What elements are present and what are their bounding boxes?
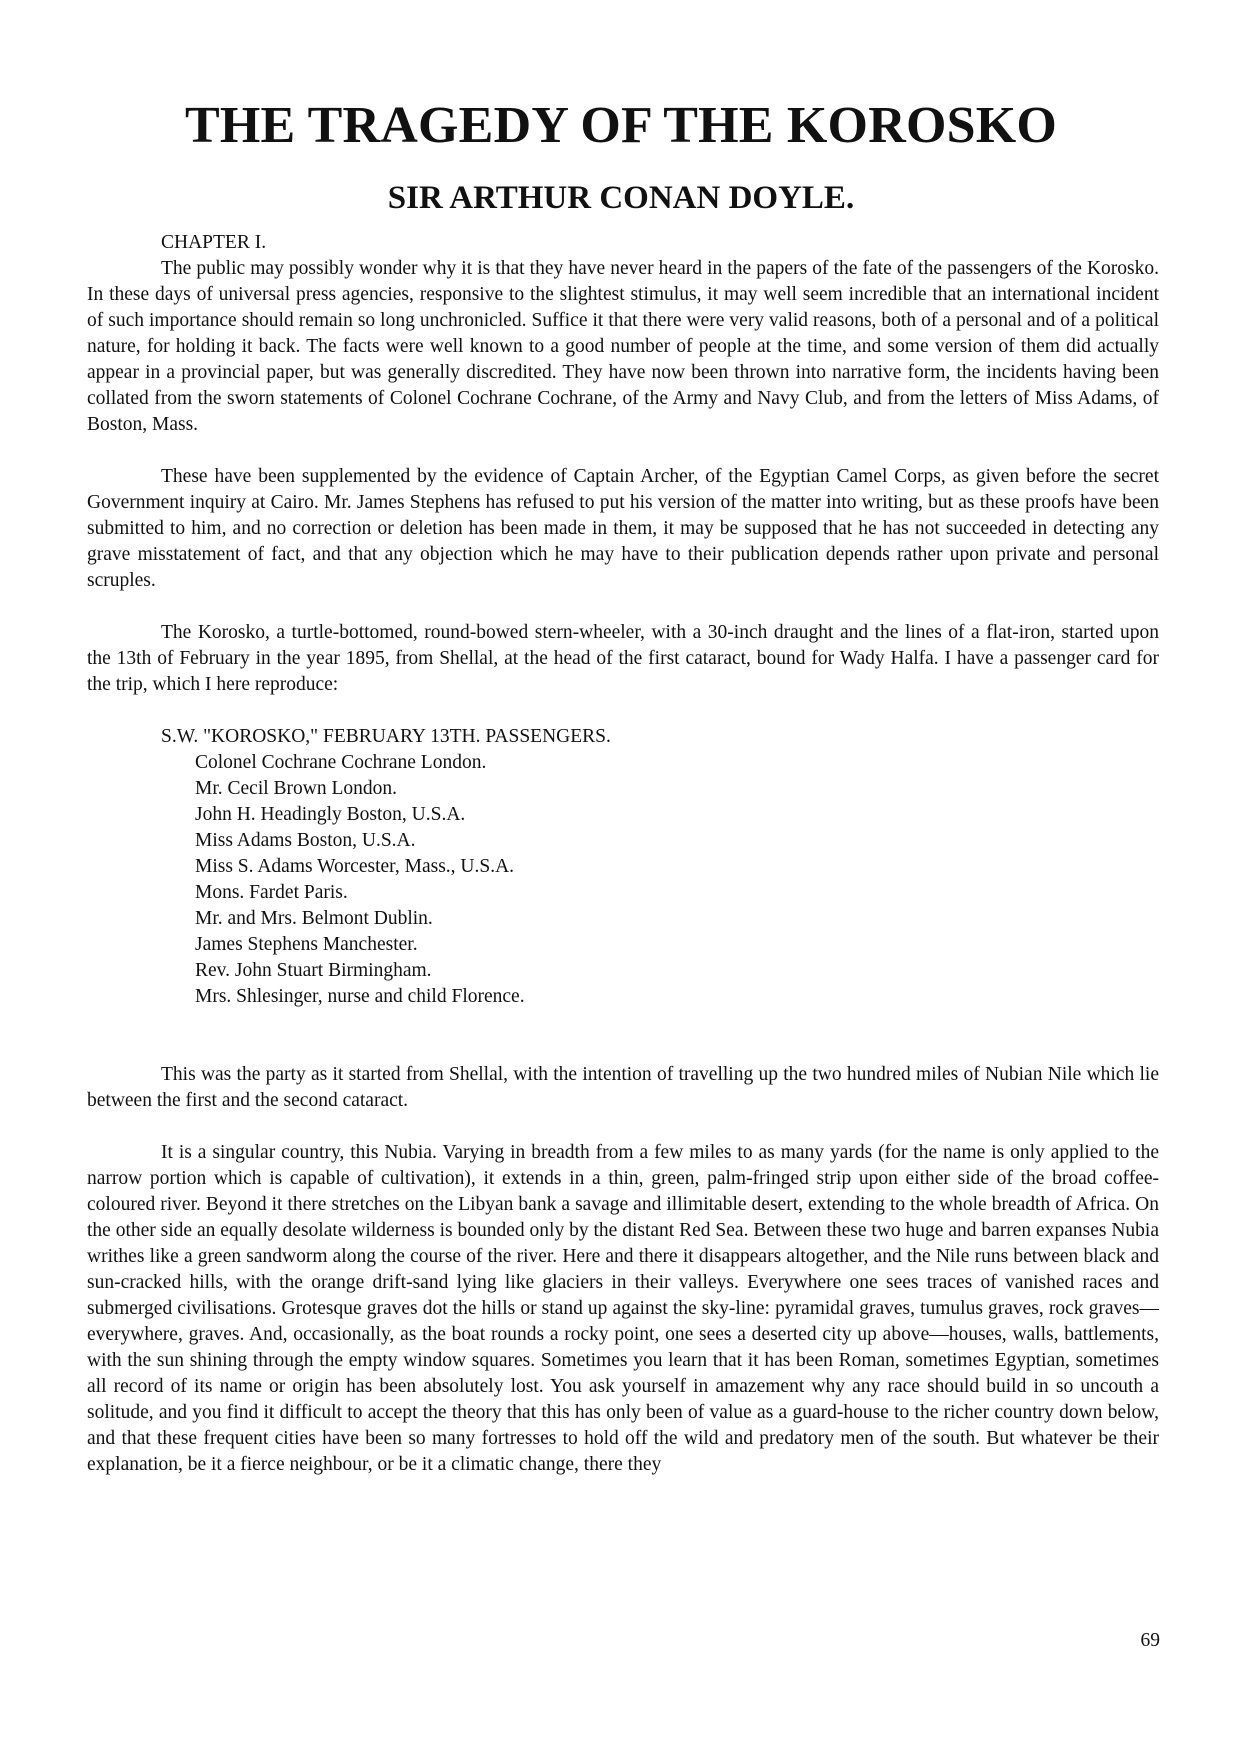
passenger-list [161, 750, 1159, 1010]
passenger-entry: Miss Adams Boston, U.S.A. [195, 830, 416, 851]
passenger-entry: Mr. and Mrs. Belmont Dublin. [195, 908, 433, 929]
paragraph-2: These have been supplemented by the evidence of Captain Archer, of the Egyptian Camel Corps, as given before the secret Government inquiry at Cairo. Mr. James Stephens has refused to put his version of the matter into writing, but as these proofs have been submitted to him, and no correction or deletion has been made in them, it may be supposed that he has not succeeded in detecting any grave misstatement of fact, and that any objection which he may have to their publication depends rather upon private and personal scruples. [87, 466, 1159, 591]
paragraph-1: The public may possibly wonder why it is that they have never heard in the papers of the fate of the passengers of the Korosko. In these days of universal press agencies, responsive to the slightest stimulus, it may well seem incredible that an international incident of such importance should remain so long unchronicled. Suffice it that there were very valid reasons, both of a personal and of a political nature, for holding it back. The facts were well known to a good number of people at the time, and some version of them did actually appear in a provincial paper, but was generally discredited. They have now been thrown into narrative form, the incidents having been collated from the sworn statements of Colonel Cochrane Cochrane, of the Army and Navy Club, and from the letters of Miss Adams, of Boston, Mass. [87, 258, 1159, 435]
passenger-entry: Mr. Cecil Brown London. [195, 778, 398, 799]
passenger-entry: Mons. Fardet Paris. [195, 882, 348, 903]
passenger-entry: John H. Headingly Boston, U.S.A. [195, 804, 466, 825]
body-text [87, 230, 1159, 1478]
paragraph-spacer [87, 1010, 1159, 1062]
paragraph-spacer [87, 594, 1159, 620]
passenger-entry: Rev. John Stuart Birmingham. [195, 960, 432, 981]
passenger-card-header: S.W. "KOROSKO," FEBRUARY 13TH. PASSENGERS. [161, 726, 611, 747]
passenger-card [87, 724, 1159, 1010]
paragraph-3: The Korosko, a turtle-bottomed, round-bowed stern-wheeler, with a 30-inch draught and the lines of a flat-iron, started upon the 13th of February in the year 1895, from Shellal, at the head of the first cataract, bound for Wady Halfa. I have a passenger card for the trip, which I here reproduce: [87, 622, 1159, 695]
book-title: THE TRAGEDY OF THE KOROSKO [184, 97, 1058, 154]
passenger-entry: Mrs. Shlesinger, nurse and child Florence. [195, 986, 525, 1007]
paragraph-spacer [87, 1114, 1159, 1140]
chapter-heading: CHAPTER I. [161, 232, 267, 253]
passenger-entry: Miss S. Adams Worcester, Mass., U.S.A. [195, 856, 515, 877]
book-author: SIR ARTHUR CONAN DOYLE. [387, 180, 855, 216]
paragraph-4: This was the party as it started from Shellal, with the intention of travelling up the two hundred miles of Nubian Nile which lie between the first and the second cataract. [87, 1064, 1159, 1111]
paragraph-5: It is a singular country, this Nubia. Varying in breadth from a few miles to as many yards (for the name is only applied to the narrow portion which is capable of cultivation), it extends in a thin, green, palm-fringed strip upon either side of the broad coffee-coloured river. Beyond it there stretches on the Libyan bank a savage and illimitable desert, extending to the whole breadth of Africa. On the other side an equally desolate wilderness is bounded only by the distant Red Sea. Between these two huge and barren expanses Nubia writhes like a green sandworm along the course of the river. Here and there it disappears altogether, and the Nile runs between black and sun-cracked hills, with the orange drift-sand lying like glaciers in their valleys. Everywhere one sees traces of vanished races and submerged civilisations. Grotesque graves dot the hills or stand up against the sky-line: pyramidal graves, tumulus graves, rock graves—everywhere, graves. And, occasionally, as the boat rounds a rocky point, one sees a deserted city up above—houses, walls, battlements, with the sun shining through the empty window squares. Sometimes you learn that it has been Roman, sometimes Egyptian, sometimes all record of its name or origin has been absolutely lost. You ask yourself in amazement why any race should build in so uncouth a solitude, and you find it difficult to accept the theory that this has only been of value as a guard-house to the richer country down below, and that these frequent cities have been so many fortresses to hold off the wild and predatory men of the south. But whatever be their explanation, be it a fierce neighbour, or be it a climatic change, there they [87, 1142, 1159, 1475]
passenger-entry: James Stephens Manchester. [195, 934, 418, 955]
paragraph-spacer [87, 438, 1159, 464]
paragraph-spacer [87, 698, 1159, 724]
passenger-entry: Colonel Cochrane Cochrane London. [195, 752, 487, 773]
page-number: 69 [1140, 1630, 1160, 1651]
